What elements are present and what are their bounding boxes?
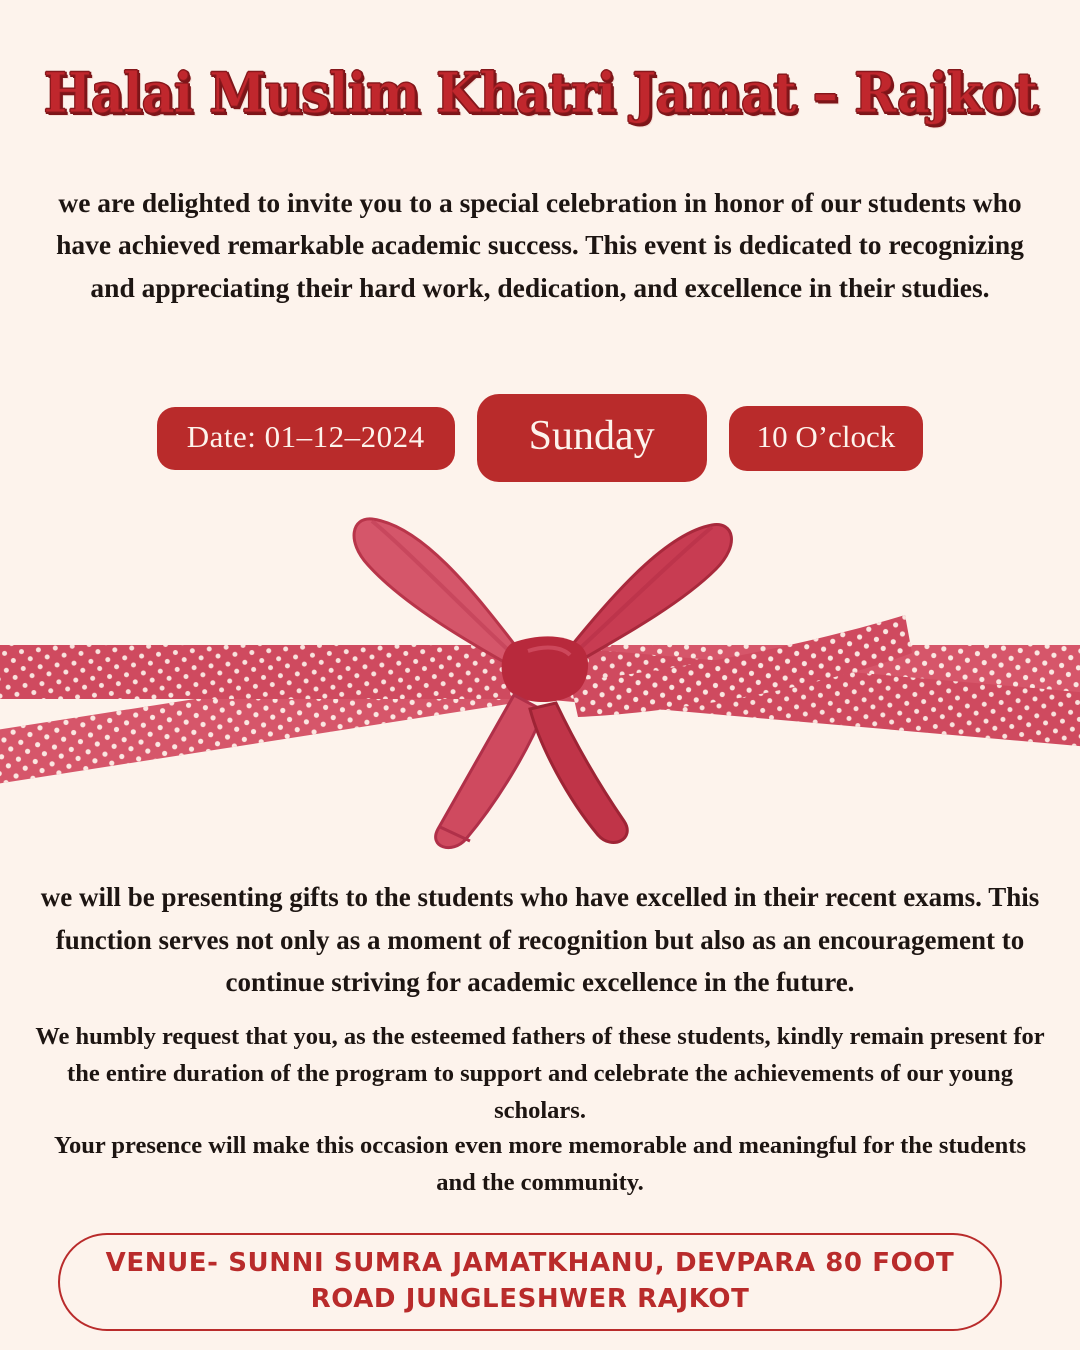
day-badge: Sunday [477, 394, 707, 482]
venue-box [58, 1233, 1002, 1331]
ribbon-bow-icon [0, 495, 1080, 865]
title-container [0, 60, 1080, 125]
venue-text: VENUE- SUNNI SUMRA JAMATKHANU, DEVPARA 80 FOOT ROAD JUNGLESHWER RAJKOT [105, 1248, 955, 1314]
intro-paragraph: we are delighted to invite you to a special celebration in honor of our students who have achieved remarkable academic success. This event is dedicated to recognizing and appreciating their hard work, dedication, and excellence in their studies. [56, 187, 1024, 303]
date-badge: Date: 01–12–2024 [157, 407, 455, 470]
page-title: Halai Muslim Khatri Jamat – Rajkot [43, 60, 1037, 125]
body-paragraph-request: We humbly request that you, as the esteemed fathers of these students, kindly remain present for the entire duration of the program to support and celebrate the achievements of our young scholars. [35, 1023, 1045, 1125]
body-paragraph-presence: Your presence will make this occasion even more memorable and meaningful for the students and the community. [53, 1132, 1027, 1197]
time-badge: 10 O’clock [729, 406, 924, 471]
body-paragraph-gifts: we will be presenting gifts to the students who have excelled in their recent exams. This function serves not only as a moment of recognition but also as an encouragement to continue striving for academic excellence in the future. [40, 882, 1040, 998]
event-details-row [0, 394, 1080, 482]
